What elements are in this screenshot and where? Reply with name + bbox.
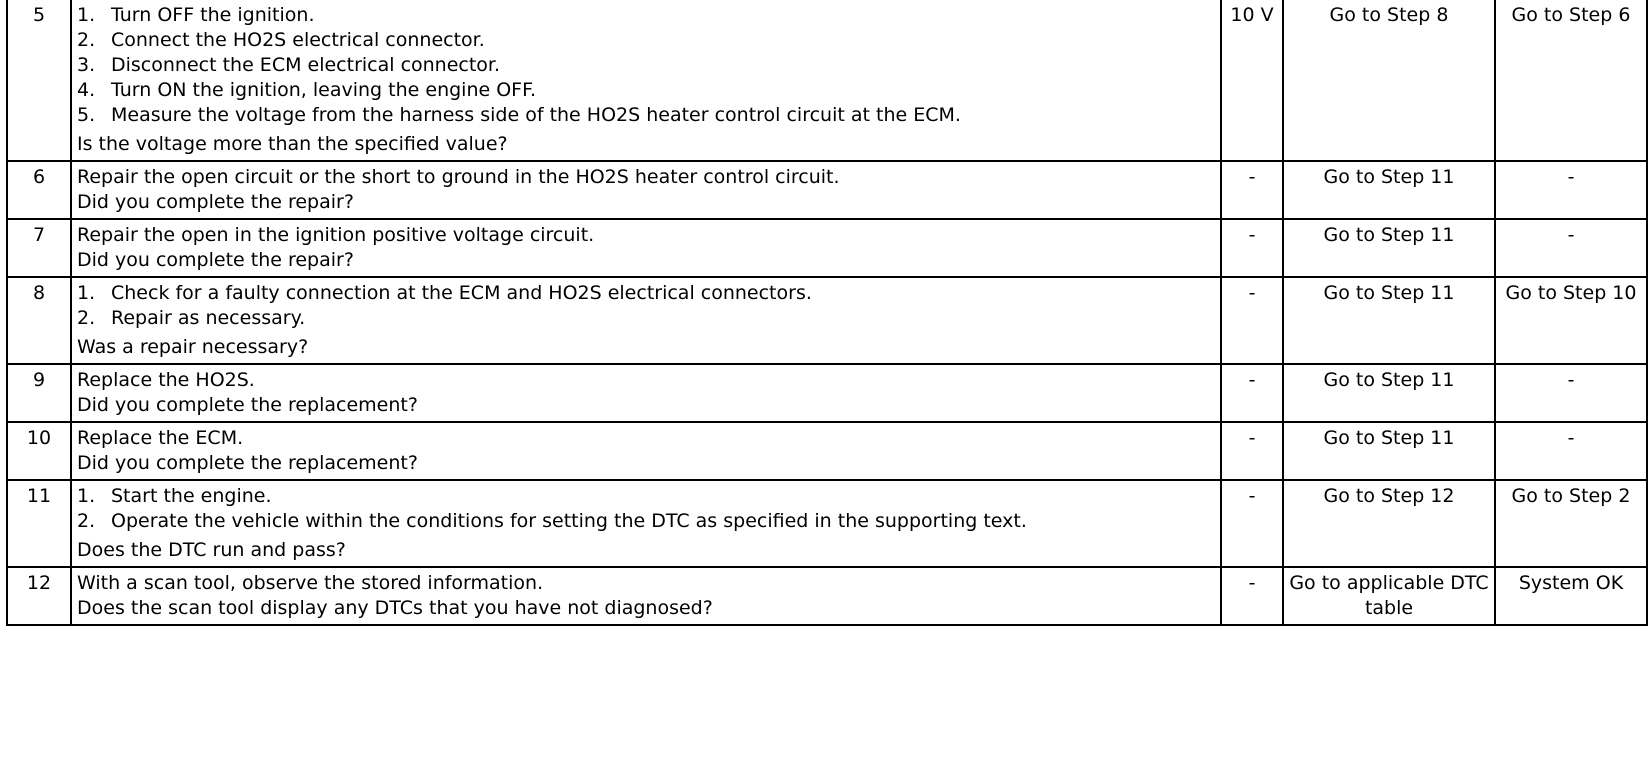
- spec-value: -: [1221, 161, 1283, 219]
- no-result: System OK: [1495, 567, 1647, 625]
- table-row: [7, 480, 1647, 567]
- table-row: [7, 161, 1647, 219]
- list-item: 5. Measure the voltage from the harness side of the HO2S heater control circuit at the ECM.: [77, 104, 961, 126]
- table-row: [7, 0, 1647, 161]
- yes-result: Go to Step 11: [1283, 161, 1495, 219]
- step-number: 11: [7, 480, 71, 567]
- action-text: Repair the open in the ignition positive voltage circuit.: [77, 224, 595, 246]
- action-text: With a scan tool, observe the stored information.: [77, 572, 544, 594]
- diagnostic-table: [6, 0, 1648, 626]
- step-action: [71, 277, 1221, 364]
- action-text: Replace the ECM.: [77, 427, 244, 449]
- step-question: Is the voltage more than the specified value?: [77, 133, 508, 155]
- step-action: [71, 161, 1221, 219]
- list-item: 1. Start the engine.: [77, 485, 272, 507]
- list-item: 3. Disconnect the ECM electrical connector.: [77, 54, 501, 76]
- no-result: -: [1495, 422, 1647, 480]
- action-list: [77, 484, 1215, 534]
- no-result: -: [1495, 161, 1647, 219]
- yes-result: Go to Step 11: [1283, 277, 1495, 364]
- step-question: Was a repair necessary?: [77, 336, 309, 358]
- step-action: [71, 364, 1221, 422]
- yes-result: Go to applicable DTC table: [1283, 567, 1495, 625]
- spec-value: 10 V: [1221, 0, 1283, 161]
- list-item: 2. Connect the HO2S electrical connector.: [77, 29, 485, 51]
- no-result: -: [1495, 364, 1647, 422]
- no-result: Go to Step 6: [1495, 0, 1647, 161]
- step-number: 9: [7, 364, 71, 422]
- yes-result: Go to Step 11: [1283, 364, 1495, 422]
- no-result: Go to Step 2: [1495, 480, 1647, 567]
- step-action: [71, 480, 1221, 567]
- spec-value: -: [1221, 277, 1283, 364]
- table-row: [7, 219, 1647, 277]
- step-question: Did you complete the replacement?: [77, 394, 418, 416]
- spec-value: -: [1221, 219, 1283, 277]
- action-list: [77, 3, 1215, 128]
- step-action: [71, 219, 1221, 277]
- step-question: Did you complete the replacement?: [77, 452, 418, 474]
- step-number: 10: [7, 422, 71, 480]
- table-row: [7, 567, 1647, 625]
- yes-result: Go to Step 11: [1283, 422, 1495, 480]
- step-action: [71, 422, 1221, 480]
- step-number: 8: [7, 277, 71, 364]
- spec-value: -: [1221, 364, 1283, 422]
- action-text: Repair the open circuit or the short to ground in the HO2S heater control circuit.: [77, 166, 840, 188]
- step-question: Did you complete the repair?: [77, 249, 354, 271]
- action-text: Replace the HO2S.: [77, 369, 255, 391]
- yes-result: Go to Step 8: [1283, 0, 1495, 161]
- list-item: 2. Operate the vehicle within the conditions for setting the DTC as specified in the supporting text.: [77, 510, 1027, 532]
- step-number: 7: [7, 219, 71, 277]
- step-action: [71, 0, 1221, 161]
- action-list: [77, 281, 1215, 331]
- spec-value: -: [1221, 480, 1283, 567]
- no-result: Go to Step 10: [1495, 277, 1647, 364]
- list-item: 4. Turn ON the ignition, leaving the engine OFF.: [77, 79, 537, 101]
- list-item: 2. Repair as necessary.: [77, 307, 306, 329]
- yes-result: Go to Step 12: [1283, 480, 1495, 567]
- no-result: -: [1495, 219, 1647, 277]
- yes-result: Go to Step 11: [1283, 219, 1495, 277]
- spec-value: -: [1221, 422, 1283, 480]
- step-number: 5: [7, 0, 71, 161]
- step-question: Did you complete the repair?: [77, 191, 354, 213]
- list-item: 1. Check for a faulty connection at the ECM and HO2S electrical connectors.: [77, 282, 812, 304]
- table-row: [7, 422, 1647, 480]
- step-number: 6: [7, 161, 71, 219]
- step-question: Does the scan tool display any DTCs that you have not diagnosed?: [77, 597, 713, 619]
- step-action: [71, 567, 1221, 625]
- step-question: Does the DTC run and pass?: [77, 539, 346, 561]
- list-item: 1. Turn OFF the ignition.: [77, 4, 315, 26]
- step-number: 12: [7, 567, 71, 625]
- spec-value: -: [1221, 567, 1283, 625]
- table-row: [7, 364, 1647, 422]
- table-row: [7, 277, 1647, 364]
